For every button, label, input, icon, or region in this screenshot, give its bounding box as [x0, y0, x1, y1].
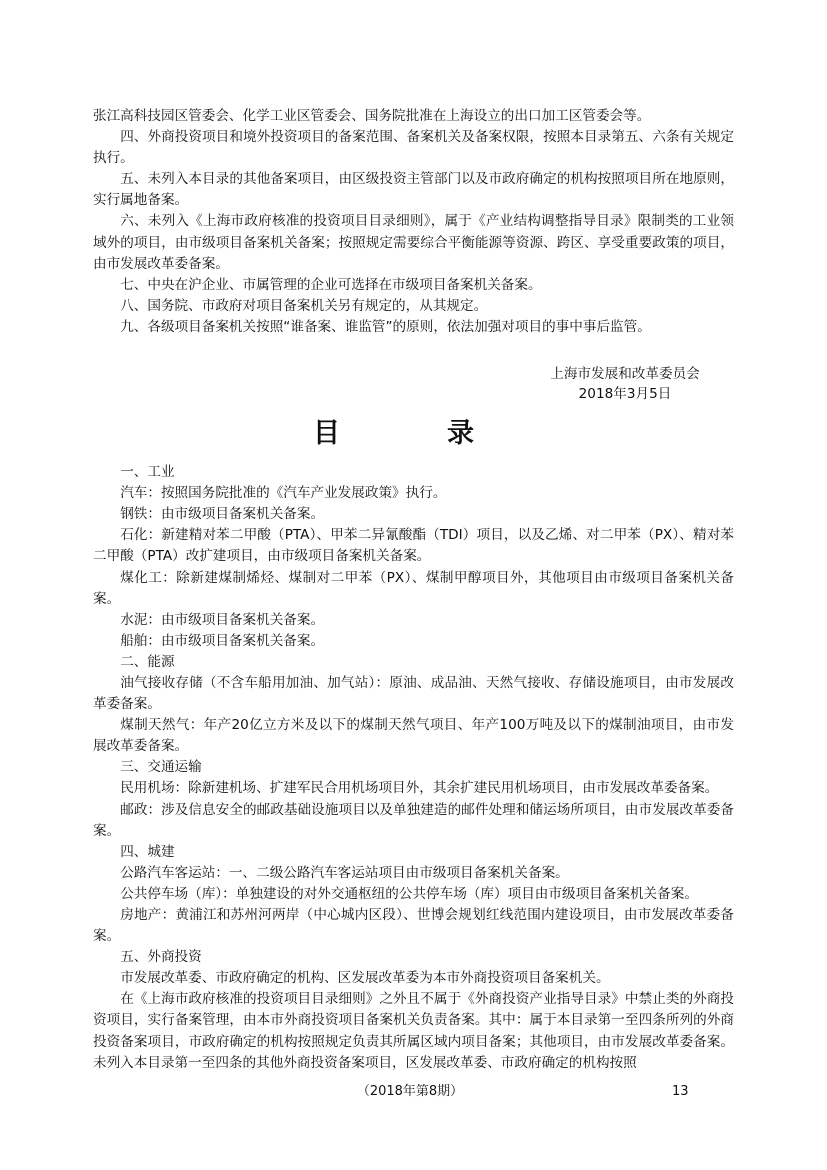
paragraph-item-8: 八、国务院、市政府对项目备案机关另有规定的，从其规定。	[120, 297, 488, 314]
toc-item: 油气接收存储（不含车船用加油、加气站）：原油、成品油、天然气接收、存储设施项目，由市发展改革委备案。	[93, 674, 734, 713]
toc-item: 邮政：涉及信息安全的邮政基础设施项目以及单独建造的邮件处理和储运场所项目，由市发展改革委备案。	[93, 801, 734, 839]
issue-date: 2018年3月5日	[578, 386, 672, 403]
toc-title: 目 录	[313, 418, 514, 450]
paragraph-item-7: 七、中央在沪企业、市属管理的企业可选择在市级项目备案机关备案。	[120, 276, 542, 293]
toc-item: 市发展改革委、市政府确定的机构、区发展改革委为本市外商投资项目备案机关。	[120, 970, 610, 987]
paragraph-item-5: 五、未列入本目录的其他备案项目，由区级投资主管部门以及市政府确定的机构按照项目所在地原则，实行属地备案。	[93, 171, 734, 209]
toc-heading-foreign-investment: 五、外商投资	[120, 949, 202, 966]
toc-item: 公共停车场（库）：单独建设的对外交通枢纽的公共停车场（库）项目由市级项目备案机关备案。	[120, 885, 698, 902]
paragraph-item-6: 六、未列入《上海市政府核准的投资项目目录细则》，属于《产业结构调整指导目录》限制类的工业领域外的项目，由市级项目备案机关备案；按照规定需要综合平衡能源等资源、跨区、享受重要政策的项目，由市发展改革委备案。	[93, 213, 734, 272]
signature-block	[540, 364, 710, 404]
footer-issue: （2018年第8期）	[356, 1083, 464, 1099]
toc-item: 在《上海市政府核准的投资项目目录细则》之外且不属于《外商投资产业指导目录》中禁止类的外商投资项目，实行备案管理，由本市外商投资项目备案机关负责备案。其中：属于本目录第一至四条所列的外商投资备案项目，市政府确定的机构按照规定负责其所属区域内项目备案；其他项目，由市发展改革委备案。未列入本目录第一至四条的其他外商投资备案项目，区发展改革委、市政府确定的机构按照	[93, 991, 734, 1071]
toc-item: 房地产：黄浦江和苏州河两岸（中心城内区段）、世博会规划红线范围内建设项目，由市发展改革委备案。	[93, 907, 734, 945]
toc-item: 汽车：按照国务院批准的《汽车产业发展政策》执行。	[120, 485, 447, 502]
page-footer	[93, 1082, 734, 1102]
page-number: 13	[672, 1083, 689, 1099]
toc-heading-industry: 一、工业	[120, 464, 175, 481]
issuer-name: 上海市发展和改革委员会	[550, 366, 700, 383]
intro-section	[93, 106, 734, 338]
toc-item: 石化：新建精对苯二甲酸（PTA）、甲苯二异氰酸酯（TDI）项目，以及乙烯、对二甲苯（PX）、精对苯二甲酸（PTA）改扩建项目，由市级项目备案机关备案。	[93, 527, 734, 565]
paragraph-item-9: 九、各级项目备案机关按照“谁备案、谁监管”的原则，依法加强对项目的事中事后监管。	[120, 318, 651, 335]
paragraph-continuation: 张江高科技园区管委会、化学工业区管委会、国务院批准在上海设立的出口加工区管委会等。	[93, 108, 651, 124]
toc-item: 船舶：由市级项目备案机关备案。	[120, 632, 325, 649]
paragraph-item-4: 四、外商投资项目和境外投资项目的备案范围、备案机关及备案权限，按照本目录第五、六条有关规定执行。	[93, 129, 734, 167]
toc-item: 民用机场：除新建机场、扩建军民合用机场项目外，其余扩建民用机场项目，由市发展改革委备案。	[120, 780, 719, 797]
toc-section	[93, 462, 734, 1074]
toc-heading-urban: 四、城建	[120, 843, 175, 860]
toc-heading-transport: 三、交通运输	[120, 759, 202, 776]
toc-heading-energy: 二、能源	[120, 653, 175, 670]
toc-item: 水泥：由市级项目备案机关备案。	[120, 611, 325, 628]
toc-item: 钢铁：由市级项目备案机关备案。	[120, 506, 325, 523]
toc-item: 公路汽车客运站：一、二级公路汽车客运站项目由市级项目备案机关备案。	[120, 864, 569, 881]
toc-item: 煤制天然气：年产20亿立方米及以下的煤制天然气项目、年产100万吨及以下的煤制油项目，由市发展改革委备案。	[93, 717, 734, 755]
toc-item: 煤化工：除新建煤制烯烃、煤制对二甲苯（PX）、煤制甲醇项目外，其他项目由市级项目备案机关备案。	[93, 569, 734, 607]
